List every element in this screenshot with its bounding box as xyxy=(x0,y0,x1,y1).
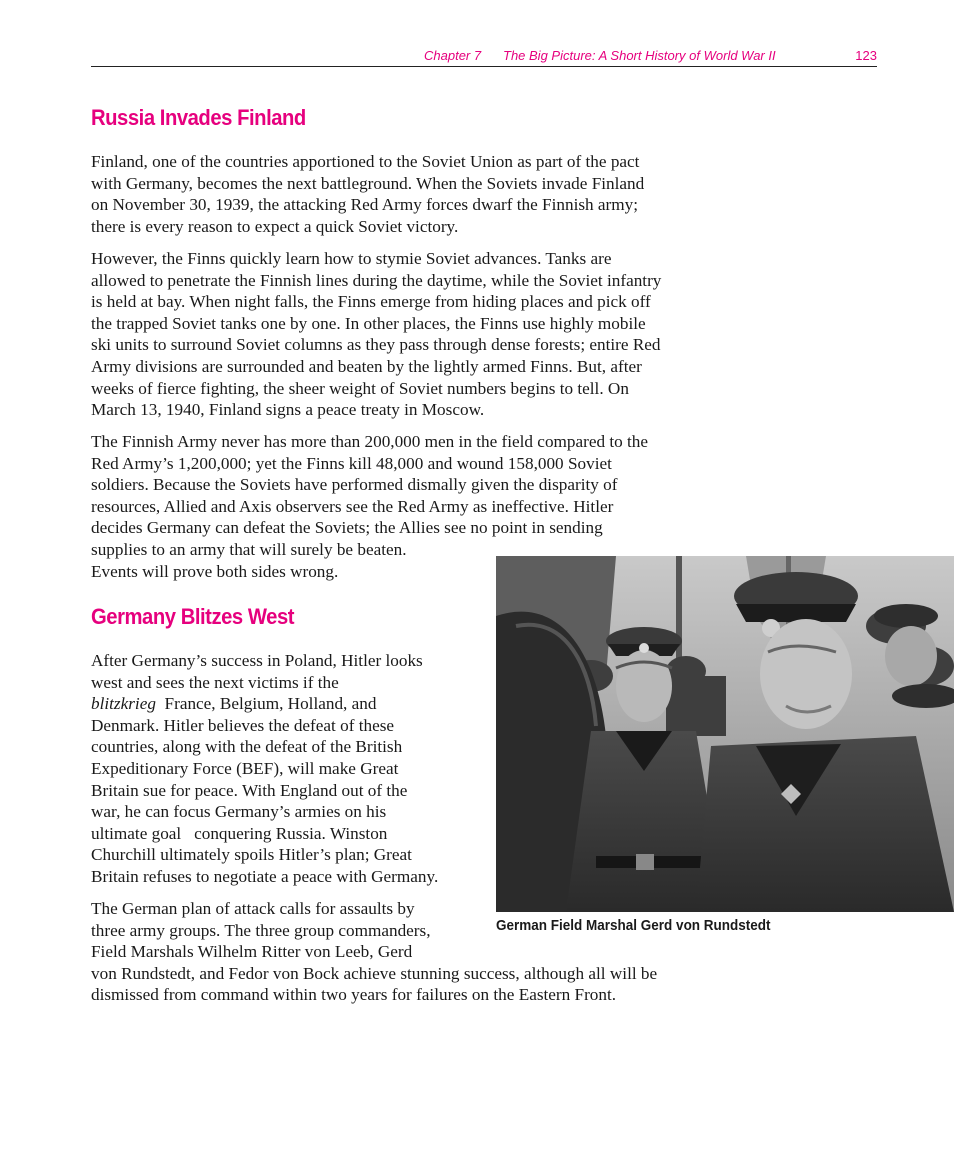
text-line: Events will prove both sides wrong. xyxy=(91,561,339,581)
text-line: von Rundstedt, and Fedor von Bock achieve stunning success, although all will be xyxy=(91,963,658,983)
text-line: Britain sue for peace. With England out of the xyxy=(91,780,408,800)
text-line: ultimate goal conquering Russia. Winston xyxy=(91,823,388,843)
text-line: After Germany’s success in Poland, Hitler looks xyxy=(91,651,423,670)
text-line: countries, along with the defeat of the British xyxy=(91,737,403,757)
text-line: resources, Allied and Axis observers see the Red Army as ineffective. Hitler xyxy=(91,496,614,516)
text-line: allowed to penetrate the Finnish lines during the daytime, while the Soviet infantry xyxy=(91,270,662,290)
text-line: Expeditionary Force (BEF), will make Great xyxy=(91,758,399,778)
book-title: The Big Picture: A Short History of World War II xyxy=(503,48,776,63)
text-line: Field Marshals Wilhelm Ritter von Leeb, Gerd xyxy=(91,942,413,962)
paragraph-finnish-tactics xyxy=(91,248,661,421)
italic-term-blitzkrieg: blitzkrieg xyxy=(91,694,156,714)
text-line: The German plan of attack calls for assaults by xyxy=(91,899,415,918)
photo-rundstedt xyxy=(496,556,954,912)
text-line: Denmark. Hitler believes the defeat of these xyxy=(91,715,395,735)
text-line: Finland, one of the countries apportioned to the Soviet Union as part of the pact xyxy=(91,152,640,171)
photo-illustration xyxy=(496,556,954,912)
text-line: decides Germany can defeat the Soviets; the Allies see no point in sending xyxy=(91,518,603,538)
running-header xyxy=(91,46,877,67)
text-line xyxy=(91,693,438,715)
text-line: Churchill ultimately spoils Hitler’s plan; Great xyxy=(91,845,412,865)
text-line: is held at bay. When night falls, the Finns emerge from hiding places and pick off xyxy=(91,292,651,312)
text-line: Red Army’s 1,200,000; yet the Finns kill 48,000 and wound 158,000 Soviet xyxy=(91,453,612,473)
paragraph-finland-battleground xyxy=(91,151,644,237)
text-fragment: France, Belgium, Holland, and xyxy=(155,694,377,714)
section-heading-germany-blitzes-west: Germany Blitzes West xyxy=(91,604,295,629)
text-line: west and sees the next victims if the xyxy=(91,672,339,692)
text-line: there is every reason to expect a quick Soviet victory. xyxy=(91,216,459,236)
text-line: Britain refuses to negotiate a peace with Germany. xyxy=(91,866,439,886)
text-line: war, he can focus Germany’s armies on his xyxy=(91,802,387,822)
page-number: 123 xyxy=(855,48,877,63)
text-line: Army divisions are surrounded and beaten by the lightly armed Finns. But, after xyxy=(91,356,642,376)
paragraph-army-groups xyxy=(91,898,657,1006)
text-line: However, the Finns quickly learn how to stymie Soviet advances. Tanks are xyxy=(91,249,612,268)
text-line: weeks of fierce fighting, the sheer weight of Soviet numbers begins to tell. On xyxy=(91,378,629,398)
text-line: supplies to an army that will surely be beaten. xyxy=(91,539,407,559)
section-heading-russia-invades-finland: Russia Invades Finland xyxy=(91,105,306,130)
text-line: on November 30, 1939, the attacking Red Army forces dwarf the Finnish army; xyxy=(91,195,639,215)
text-line: the trapped Soviet tanks one by one. In other places, the Finns use highly mobile xyxy=(91,313,646,333)
text-line: three army groups. The three group commanders, xyxy=(91,920,431,940)
text-line: March 13, 1940, Finland signs a peace treaty in Moscow. xyxy=(91,400,485,420)
paragraph-blitzkrieg-plan xyxy=(91,650,438,888)
text-line: The Finnish Army never has more than 200,000 men in the field compared to the xyxy=(91,432,649,451)
photo-caption: German Field Marshal Gerd von Rundstedt xyxy=(496,917,771,934)
text-line: soldiers. Because the Soviets have performed dismally given the disparity of xyxy=(91,475,618,495)
text-line: with Germany, becomes the next battleground. When the Soviets invade Finland xyxy=(91,173,645,193)
text-line: dismissed from command within two years for failures on the Eastern Front. xyxy=(91,985,617,1005)
text-line: ski units to surround Soviet columns as they pass through dense forests; entire Red xyxy=(91,335,661,355)
chapter-label: Chapter 7 xyxy=(424,48,482,63)
